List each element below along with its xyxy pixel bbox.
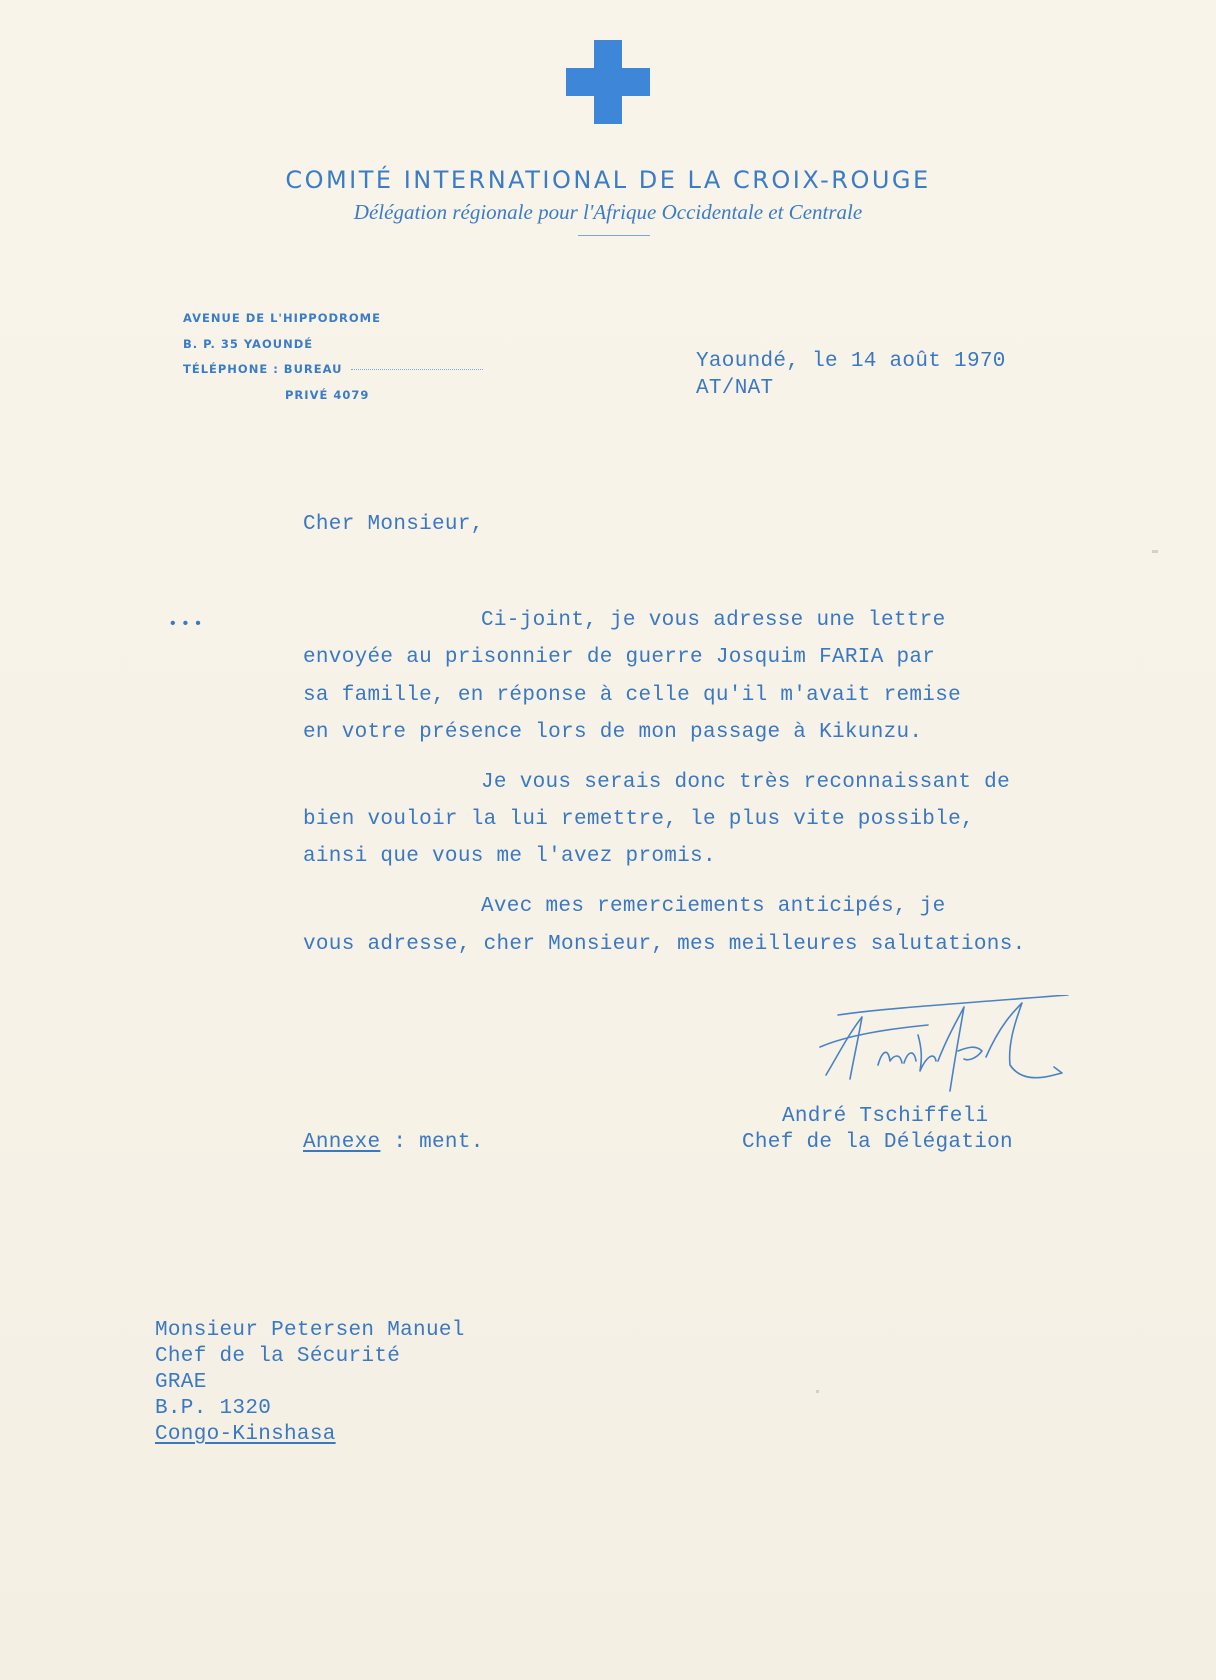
annex-value: : ment. bbox=[393, 1131, 484, 1154]
red-cross-emblem-icon bbox=[566, 40, 650, 124]
organization-subtitle: Délégation régionale pour l'Afrique Occidentale et Centrale bbox=[353, 200, 863, 224]
body-paragraph-1-line-1: Ci-joint, je vous adresse une lettre bbox=[481, 609, 946, 632]
body-paragraph-1-line-3: sa famille, en réponse à celle qu'il m'avait remise bbox=[303, 684, 962, 707]
phone-office-label: TÉLÉPHONE : BUREAU bbox=[183, 362, 343, 376]
address-po-box: B. P. 35 YAOUNDÉ bbox=[183, 337, 314, 351]
reference-code: AT/NAT bbox=[696, 377, 774, 400]
body-paragraph-2-line-2: bien vouloir la lui remettre, le plus vite possible, bbox=[303, 808, 974, 831]
date-line: Yaoundé, le 14 août 1970 bbox=[696, 350, 1006, 373]
signatory-title: Chef de la Délégation bbox=[742, 1131, 1013, 1154]
address-street: AVENUE DE L'HIPPODROME bbox=[183, 311, 381, 325]
annex-label: Annexe bbox=[303, 1131, 381, 1154]
body-paragraph-1-line-2: envoyée au prisonnier de guerre Josquim FARIA par bbox=[303, 646, 936, 669]
handwritten-signature bbox=[818, 995, 1098, 1115]
annex-note bbox=[303, 1131, 484, 1154]
body-paragraph-3-line-1: Avec mes remerciements anticipés, je bbox=[481, 895, 946, 918]
paper-speck bbox=[1152, 550, 1158, 553]
salutation: Cher Monsieur, bbox=[303, 513, 484, 536]
recipient-country: Congo-Kinshasa bbox=[155, 1423, 336, 1446]
address-phone-office bbox=[183, 362, 483, 376]
paper-speck bbox=[816, 1390, 819, 1393]
body-paragraph-2-line-3: ainsi que vous me l'avez promis. bbox=[303, 845, 716, 868]
organization-title: COMITÉ INTERNATIONAL DE LA CROIX-ROUGE bbox=[285, 166, 931, 194]
header-divider bbox=[578, 235, 650, 236]
recipient-name: Monsieur Petersen Manuel bbox=[155, 1319, 465, 1342]
body-paragraph-3-line-2: vous adresse, cher Monsieur, mes meilleures salutations. bbox=[303, 933, 1026, 956]
phone-office-dotted-line bbox=[351, 369, 483, 370]
signatory-name: André Tschiffeli bbox=[782, 1105, 989, 1128]
body-paragraph-2-line-1: Je vous serais donc très reconnaissant de bbox=[481, 771, 1010, 794]
address-phone-private: PRIVÉ 4079 bbox=[285, 388, 370, 402]
recipient-title: Chef de la Sécurité bbox=[155, 1345, 401, 1368]
recipient-po-box: B.P. 1320 bbox=[155, 1397, 272, 1420]
body-paragraph-1-line-4: en votre présence lors de mon passage à Kikunzu. bbox=[303, 721, 923, 744]
recipient-organization: GRAE bbox=[155, 1371, 207, 1394]
margin-mark: ••• bbox=[168, 615, 206, 633]
